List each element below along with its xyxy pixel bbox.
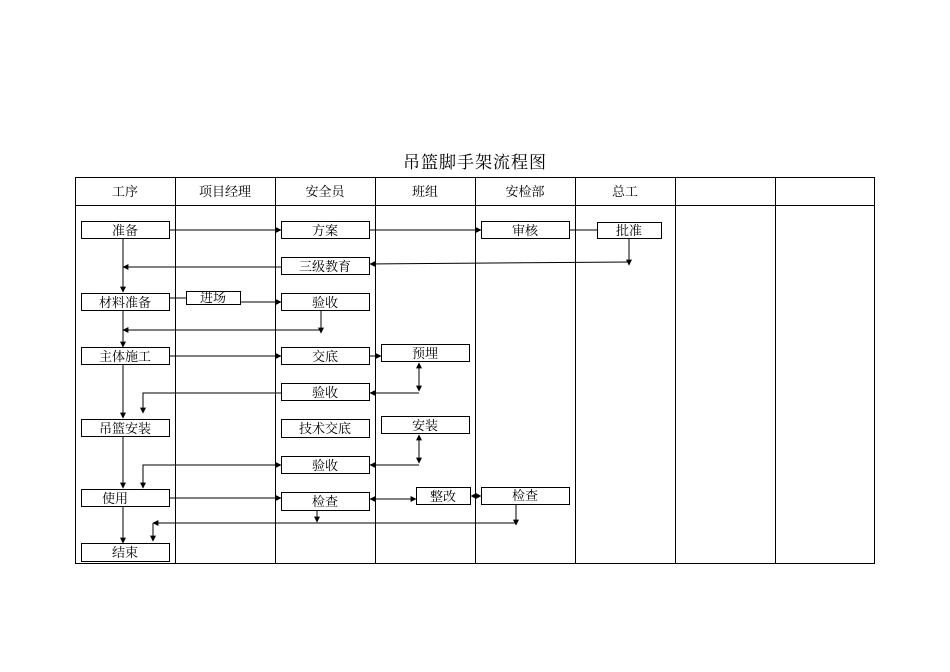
node-label-zhunbei: 准备 — [111, 224, 139, 239]
arrow-yanshou2-to-process — [143, 393, 281, 413]
node-label-jinchang: 进场 — [199, 291, 227, 306]
node-label-sanji: 三级教育 — [298, 260, 352, 275]
arrow-yanshou3-process-link — [143, 465, 281, 488]
node-label-shenhe: 审核 — [511, 224, 539, 239]
node-label-yanshou2: 验收 — [311, 386, 339, 401]
node-label-shiyong: 使用 — [101, 492, 129, 507]
node-label-jiancha1: 检查 — [311, 495, 339, 510]
node-label-diaolan: 吊篮安装 — [98, 422, 152, 437]
column-header-safety-dept: 安检部 — [505, 185, 545, 200]
node-label-jiancha2: 检查 — [511, 489, 539, 504]
node-label-yanshou3: 验收 — [311, 459, 339, 474]
node-label-yumai: 预埋 — [411, 347, 439, 362]
node-label-fangan: 方案 — [311, 224, 339, 239]
table-grid — [76, 178, 875, 564]
column-header-chief-engineer: 总工 — [611, 185, 639, 200]
arrow-to-sanji — [370, 262, 629, 264]
node-label-anzhuang: 安装 — [411, 419, 439, 434]
column-header-team: 班组 — [411, 185, 439, 200]
page-title: 吊篮脚手架流程图 — [403, 153, 547, 173]
node-label-yanshou1: 验收 — [311, 296, 339, 311]
node-label-jishu: 技术交底 — [298, 422, 352, 437]
node-label-jieshu: 结束 — [111, 546, 139, 561]
node-label-cailiao: 材料准备 — [98, 296, 152, 311]
column-header-process: 工序 — [111, 185, 139, 200]
node-label-pizhun: 批准 — [615, 224, 643, 239]
node-label-zhenggai: 整改 — [429, 490, 457, 505]
column-header-safety-officer: 安全员 — [305, 185, 345, 200]
node-label-zhuti: 主体施工 — [98, 350, 152, 365]
column-header-project-manager: 项目经理 — [198, 185, 252, 200]
node-label-jiaodi: 交底 — [311, 350, 339, 365]
